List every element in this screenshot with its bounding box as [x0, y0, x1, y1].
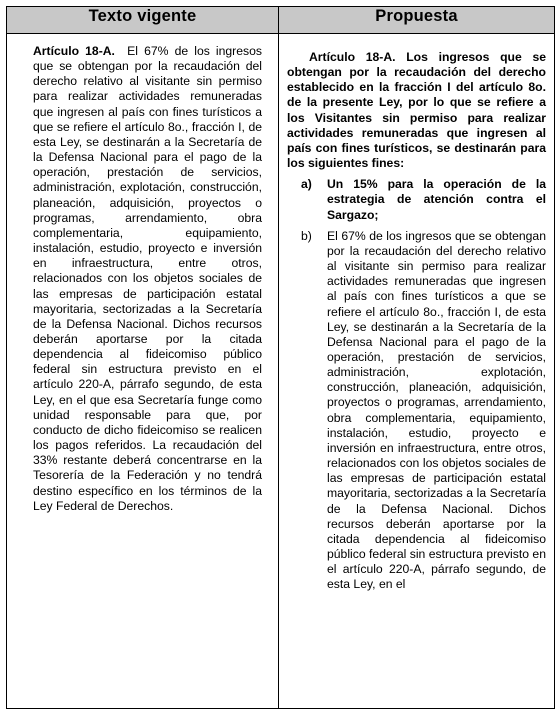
header-row	[7, 7, 555, 34]
current-article	[33, 44, 262, 514]
header-current-text: Texto vigente	[7, 7, 279, 34]
proposal-intro: Artículo 18-A. Los ingresos que se obtengan por la recaudación del derecho establecido en la fracción I del artículo 8o. de la presente Ley, por lo que se refiere a los Visitantes sin permiso para realizar actividades remuneradas que ingresen al país con fines turísticos, se destinarán para los siguientes fines:	[287, 50, 546, 171]
current-article-text: El 67% de los ingresos que se obtengan por la recaudación del derecho relativo al visitante sin permiso para realizar actividades remuneradas que ingresen al país con fines turísticos a que se refiere el artículo 8o., fracción I, de esta Ley, se destinarán a la Secretaría de la Defensa Nacional para el pago de la operación, prestación de servicios, administración, explotación, construcción, planeación, adquisición, proyectos o programas, arrendamiento, obra complementaria, equipamiento, instalación, estudio, proyecto e inversión en infraestructura, entre otros, relacionados con los objetos sociales de las empresas de participación estatal mayoritaria, sectorizadas a la Secretaría de la Defensa Nacional. Dichos recursos deberán aportarse por la citada dependencia al fideicomiso público federal sin estructura previsto en el artículo 220-A, párrafo segundo, de esta Ley, en el que esa Secretaría funge como unidad responsable para que, por conducto de dicho fideicomiso se realicen los pagos referidos. La recaudación del 33% restante deberá concentrarse en la Tesorería de la Federación y no tendrá destino específico en los términos de la Ley Federal de Derechos.	[33, 44, 262, 513]
proposal-item-b	[287, 229, 546, 593]
header-proposal: Propuesta	[279, 7, 555, 34]
item-letter: b)	[301, 228, 312, 243]
current-article-label: Artículo 18-A.	[33, 44, 115, 58]
item-text: El 67% de los ingresos que se obtengan por la recaudación del derecho relativo al visitante sin permiso para realizar actividades remuneradas que ingresen al país con fines turísticos a que se refiere el artículo 8o., fracción I, de esta Ley, se destinarán a la Secretaría de la Defensa Nacional para el pago de la operación, prestación de servicios, administración, explotación, construcción, planeación, adquisición, proyectos o programas, arrendamiento, obra complementaria, equipamiento, instalación, estudio, proyecto e inversión en infraestructura, entre otros, relacionados con los objetos sociales de las empresas de participación estatal mayoritaria, sectorizadas a la Secretaría de la Defensa Nacional. Dichos recursos deberán aportarse por la citada dependencia al fideicomiso público federal sin estructura previsto en el artículo 220-A, párrafo segundo, de esta Ley, en el	[327, 228, 546, 592]
proposal-item-a	[287, 177, 546, 222]
proposal-article	[287, 50, 546, 592]
current-article-paragraph	[33, 44, 262, 514]
proposal-cell	[279, 34, 555, 709]
item-text: Un 15% para la operación de la estrategia de atención contra el Sargazo;	[327, 177, 546, 222]
content-row	[7, 34, 555, 709]
comparison-table	[6, 6, 555, 709]
current-text-cell	[7, 34, 279, 709]
item-letter: a)	[301, 177, 312, 192]
